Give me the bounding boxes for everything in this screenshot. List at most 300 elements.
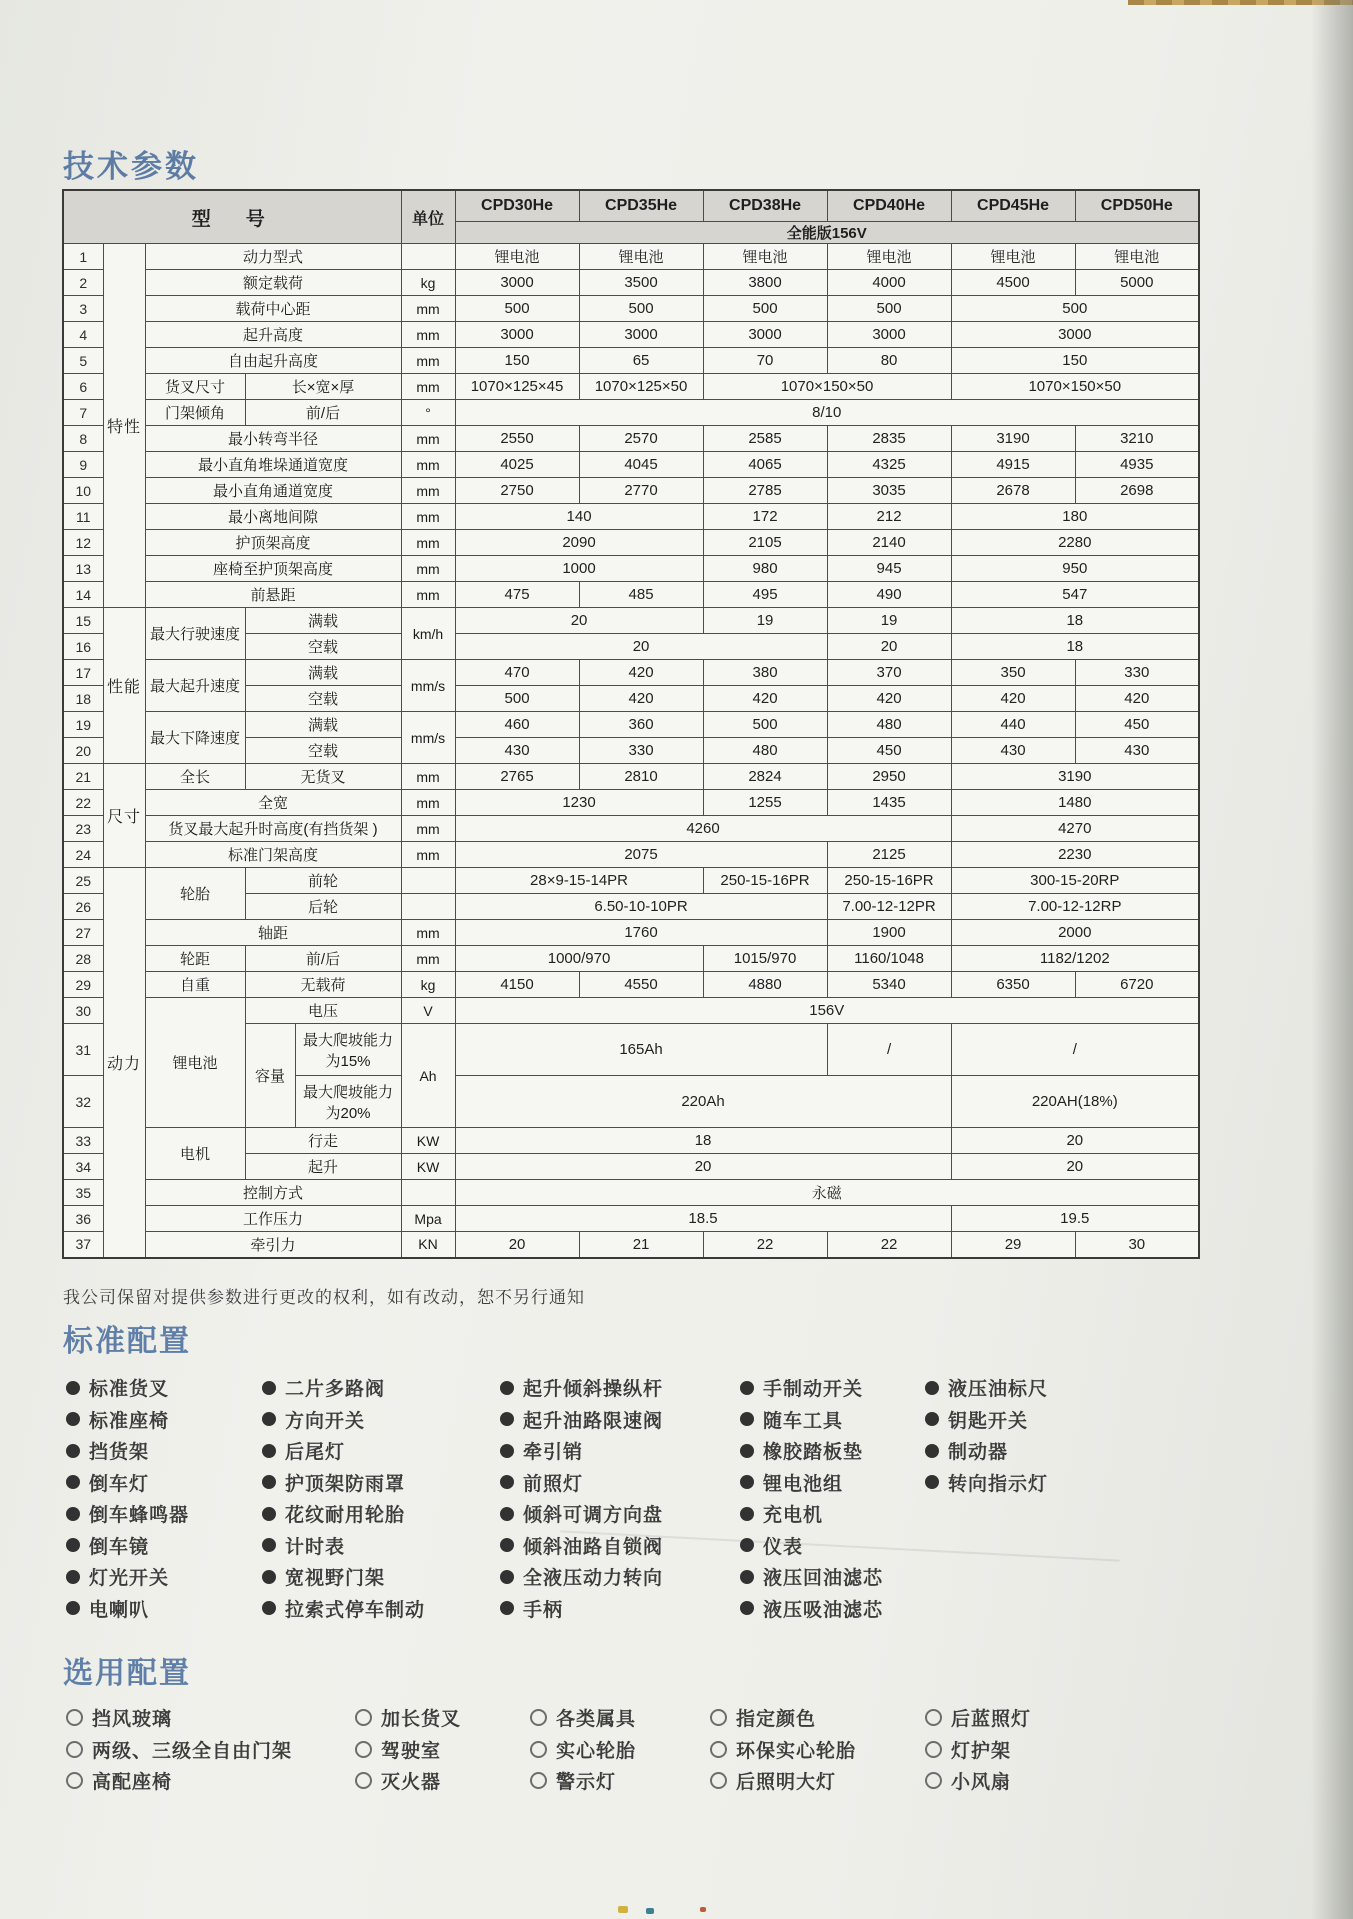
filled-bullet-icon: [262, 1601, 276, 1615]
unit-cell: mm: [401, 920, 455, 946]
value-cell: 4500: [951, 270, 1075, 296]
filled-bullet-icon: [66, 1475, 80, 1489]
filled-bullet-icon: [500, 1412, 514, 1426]
table-row: [63, 504, 1199, 530]
config-item-label: 灭火器: [381, 1772, 442, 1794]
value-cell: 500: [827, 296, 951, 322]
unit-cell: KN: [401, 1232, 455, 1258]
param-label-cell: 额定载荷: [145, 270, 401, 296]
row-number-cell: 24: [63, 842, 103, 868]
filled-bullet-icon: [66, 1601, 80, 1615]
row-number-cell: 27: [63, 920, 103, 946]
value-cell: 430: [1075, 738, 1199, 764]
filled-bullet-icon: [500, 1507, 514, 1521]
unit-cell: °: [401, 400, 455, 426]
value-cell: 3000: [703, 322, 827, 348]
config-item-label: 液压回油滤芯: [763, 1568, 884, 1590]
value-cell: 22: [703, 1232, 827, 1258]
filled-bullet-icon: [66, 1570, 80, 1584]
value-cell: 3800: [703, 270, 827, 296]
config-item-label: 驾驶室: [381, 1740, 442, 1762]
value-cell: 172: [703, 504, 827, 530]
table-row: [63, 1128, 1199, 1154]
hollow-circle-icon: [66, 1741, 83, 1758]
value-cell: 锂电池: [703, 244, 827, 270]
value-cell: 3000: [951, 322, 1199, 348]
config-item-label: 护顶架防雨罩: [285, 1473, 406, 1495]
config-item-label: 挡风玻璃: [92, 1709, 173, 1731]
unit-cell: mm: [401, 348, 455, 374]
value-cell: 1760: [455, 920, 827, 946]
value-cell: 锂电池: [579, 244, 703, 270]
unit-cell: mm: [401, 322, 455, 348]
config-item-label: 计时表: [285, 1536, 346, 1558]
param-label-cell: 控制方式: [145, 1180, 401, 1206]
table-row: [63, 868, 1199, 894]
value-cell: 70: [703, 348, 827, 374]
param-label-cell: 动力型式: [145, 244, 401, 270]
param-label-cell: 最大起升速度: [145, 660, 245, 712]
value-cell: 22: [827, 1232, 951, 1258]
unit-cell: mm/s: [401, 712, 455, 764]
value-cell: 140: [455, 504, 703, 530]
value-cell: 470: [455, 660, 579, 686]
value-cell: 945: [827, 556, 951, 582]
optional-config-list: [0, 1702, 1353, 1812]
config-item-label: 宽视野门架: [285, 1568, 386, 1590]
unit-cell: [401, 244, 455, 270]
value-cell: 3500: [579, 270, 703, 296]
table-row: [63, 270, 1199, 296]
unit-cell: mm: [401, 582, 455, 608]
row-number-cell: 20: [63, 738, 103, 764]
value-cell: 350: [951, 660, 1075, 686]
value-cell: /: [827, 1024, 951, 1076]
filled-bullet-icon: [500, 1538, 514, 1552]
row-number-cell: 30: [63, 998, 103, 1024]
config-column: [66, 1702, 292, 1797]
value-cell: 2698: [1075, 478, 1199, 504]
unit-cell: mm: [401, 842, 455, 868]
value-cell: 20: [951, 1154, 1199, 1180]
row-number-cell: 11: [63, 504, 103, 530]
filled-bullet-icon: [500, 1601, 514, 1615]
standard-config-list: [0, 1372, 1353, 1632]
config-item: [66, 1372, 189, 1404]
config-item: [500, 1561, 663, 1593]
sub-param-cell: 前/后: [245, 400, 401, 426]
filled-bullet-icon: [500, 1381, 514, 1395]
value-cell: 450: [1075, 712, 1199, 738]
value-cell: 锂电池: [455, 244, 579, 270]
model-column-header: CPD40He: [827, 190, 951, 222]
row-number-cell: 12: [63, 530, 103, 556]
filled-bullet-icon: [740, 1475, 754, 1489]
hollow-circle-icon: [710, 1741, 727, 1758]
value-cell: 1255: [703, 790, 827, 816]
row-number-cell: 25: [63, 868, 103, 894]
table-row: [63, 712, 1199, 738]
config-item: [530, 1702, 636, 1734]
value-cell: 1182/1202: [951, 946, 1199, 972]
value-cell: 2810: [579, 764, 703, 790]
value-cell: 420: [1075, 686, 1199, 712]
table-row: [63, 1232, 1199, 1258]
row-number-cell: 33: [63, 1128, 103, 1154]
config-item: [740, 1593, 883, 1625]
value-cell: 3210: [1075, 426, 1199, 452]
value-cell: 1070×150×50: [703, 374, 951, 400]
value-cell: 1070×125×45: [455, 374, 579, 400]
filled-bullet-icon: [740, 1444, 754, 1458]
value-cell: 锂电池: [1075, 244, 1199, 270]
sub-param-cell: 满载: [245, 660, 401, 686]
filled-bullet-icon: [500, 1570, 514, 1584]
table-row: [63, 556, 1199, 582]
table-row: [63, 530, 1199, 556]
value-cell: 500: [455, 296, 579, 322]
param-label-cell: 护顶架高度: [145, 530, 401, 556]
table-row: [63, 842, 1199, 868]
filled-bullet-icon: [262, 1570, 276, 1584]
param-label-cell: 起升高度: [145, 322, 401, 348]
sub-param-cell: 最大爬坡能力为15%: [295, 1024, 401, 1076]
param-label-cell: 最小直角堆垛通道宽度: [145, 452, 401, 478]
filled-bullet-icon: [66, 1507, 80, 1521]
value-cell: 28×9-15-14PR: [455, 868, 703, 894]
param-label-cell: 全长: [145, 764, 245, 790]
config-item: [500, 1593, 663, 1625]
row-number-cell: 37: [63, 1232, 103, 1258]
table-row: [63, 582, 1199, 608]
config-column: [530, 1702, 636, 1797]
unit-cell: Mpa: [401, 1206, 455, 1232]
value-cell: 500: [703, 296, 827, 322]
filled-bullet-icon: [740, 1412, 754, 1426]
hollow-circle-icon: [925, 1709, 942, 1726]
config-item-label: 方向开关: [285, 1410, 366, 1432]
value-cell: 锂电池: [951, 244, 1075, 270]
config-item-label: 前照灯: [523, 1473, 584, 1495]
filled-bullet-icon: [740, 1601, 754, 1615]
value-cell: 1435: [827, 790, 951, 816]
value-cell: 2105: [703, 530, 827, 556]
config-item-label: 环保实心轮胎: [736, 1740, 857, 1762]
value-cell: 2750: [455, 478, 579, 504]
filled-bullet-icon: [262, 1412, 276, 1426]
value-cell: 150: [455, 348, 579, 374]
hollow-circle-icon: [530, 1741, 547, 1758]
value-cell: 1015/970: [703, 946, 827, 972]
sub-param-cell: 空载: [245, 738, 401, 764]
param-label-cell: 工作压力: [145, 1206, 401, 1232]
param-label-cell: 轴距: [145, 920, 401, 946]
hollow-circle-icon: [355, 1772, 372, 1789]
table-row: [63, 296, 1199, 322]
filled-bullet-icon: [262, 1444, 276, 1458]
config-item: [740, 1372, 883, 1404]
value-cell: 20: [455, 1154, 951, 1180]
value-cell: 2230: [951, 842, 1199, 868]
group-label-cell: 尺寸: [103, 764, 145, 868]
unit-cell: mm: [401, 296, 455, 322]
value-cell: 18: [455, 1128, 951, 1154]
value-cell: 2140: [827, 530, 951, 556]
unit-cell: mm: [401, 946, 455, 972]
value-cell: /: [951, 1024, 1199, 1076]
value-cell: 3000: [455, 322, 579, 348]
table-row: [63, 816, 1199, 842]
hollow-circle-icon: [925, 1741, 942, 1758]
table-row: [63, 244, 1199, 270]
row-number-cell: 36: [63, 1206, 103, 1232]
model-column-header: CPD45He: [951, 190, 1075, 222]
value-cell: 4260: [455, 816, 951, 842]
value-cell: 20: [827, 634, 951, 660]
config-item: [925, 1765, 1031, 1797]
value-cell: 18: [951, 608, 1199, 634]
table-row: [63, 426, 1199, 452]
value-cell: 1900: [827, 920, 951, 946]
value-cell: 2950: [827, 764, 951, 790]
filled-bullet-icon: [262, 1475, 276, 1489]
value-cell: 2090: [455, 530, 703, 556]
value-cell: 220AH(18%): [951, 1076, 1199, 1128]
config-item: [500, 1435, 663, 1467]
sub-param-cell: 空载: [245, 634, 401, 660]
config-item-label: 高配座椅: [92, 1772, 173, 1794]
hollow-circle-icon: [710, 1709, 727, 1726]
config-item-label: 指定颜色: [736, 1709, 817, 1731]
sub-param-cell: 后轮: [245, 894, 401, 920]
value-cell: 2785: [703, 478, 827, 504]
unit-cell: Ah: [401, 1024, 455, 1128]
unit-cell: mm/s: [401, 660, 455, 712]
value-cell: 4045: [579, 452, 703, 478]
value-cell: 430: [951, 738, 1075, 764]
standard-config-title: 标准配置: [63, 1325, 191, 1358]
config-column: [500, 1372, 663, 1624]
value-cell: 495: [703, 582, 827, 608]
value-cell: 4000: [827, 270, 951, 296]
config-item-label: 标准座椅: [89, 1410, 170, 1432]
config-item-label: 制动器: [948, 1442, 1009, 1464]
config-item-label: 实心轮胎: [556, 1740, 637, 1762]
table-row: [63, 790, 1199, 816]
config-item-label: 各类属具: [556, 1709, 637, 1731]
config-item: [925, 1372, 1048, 1404]
table-row: [63, 400, 1199, 426]
config-column: [355, 1702, 461, 1797]
config-item-label: 后照明大灯: [736, 1772, 837, 1794]
value-cell: 7.00-12-12PR: [827, 894, 951, 920]
value-cell: 永磁: [455, 1180, 1199, 1206]
sub-param-cell: 长×宽×厚: [245, 374, 401, 400]
config-item: [500, 1404, 663, 1436]
scan-speck: [700, 1907, 706, 1912]
unit-cell: KW: [401, 1128, 455, 1154]
value-cell: 500: [951, 296, 1199, 322]
hollow-circle-icon: [710, 1772, 727, 1789]
row-number-cell: 31: [63, 1024, 103, 1076]
value-cell: 2770: [579, 478, 703, 504]
value-cell: 4150: [455, 972, 579, 998]
config-item: [66, 1435, 189, 1467]
config-item: [66, 1498, 189, 1530]
hollow-circle-icon: [530, 1772, 547, 1789]
value-cell: 2678: [951, 478, 1075, 504]
filled-bullet-icon: [740, 1538, 754, 1552]
config-item-label: 后蓝照灯: [951, 1709, 1032, 1731]
config-item-label: 牵引销: [523, 1442, 584, 1464]
config-column: [925, 1702, 1031, 1797]
sub-param-cell: 无货叉: [245, 764, 401, 790]
param-label-cell: 最大行驶速度: [145, 608, 245, 660]
config-item: [262, 1372, 425, 1404]
row-number-cell: 5: [63, 348, 103, 374]
value-cell: 1070×150×50: [951, 374, 1199, 400]
sub-param-cell: 满载: [245, 712, 401, 738]
model-header-label: 型 号: [63, 190, 401, 244]
value-cell: 420: [579, 660, 703, 686]
config-item-label: 液压吸油滤芯: [763, 1599, 884, 1621]
row-number-cell: 6: [63, 374, 103, 400]
unit-cell: mm: [401, 816, 455, 842]
value-cell: 6.50-10-10PR: [455, 894, 827, 920]
row-number-cell: 18: [63, 686, 103, 712]
param-label-cell: 最小直角通道宽度: [145, 478, 401, 504]
config-item: [262, 1593, 425, 1625]
param-label-cell: 最小转弯半径: [145, 426, 401, 452]
value-cell: 65: [579, 348, 703, 374]
value-cell: 20: [455, 608, 703, 634]
config-item-label: 两级、三级全自由门架: [92, 1740, 293, 1762]
unit-cell: [401, 894, 455, 920]
model-column-header: CPD30He: [455, 190, 579, 222]
config-item: [500, 1498, 663, 1530]
model-column-header: CPD38He: [703, 190, 827, 222]
unit-cell: [401, 868, 455, 894]
unit-cell: km/h: [401, 608, 455, 660]
scan-speck: [646, 1908, 654, 1914]
row-number-cell: 17: [63, 660, 103, 686]
value-cell: 4270: [951, 816, 1199, 842]
value-cell: 3190: [951, 426, 1075, 452]
config-item: [710, 1702, 856, 1734]
config-column: [262, 1372, 425, 1624]
filled-bullet-icon: [925, 1444, 939, 1458]
value-cell: 4550: [579, 972, 703, 998]
value-cell: 4915: [951, 452, 1075, 478]
config-item: [925, 1467, 1048, 1499]
value-cell: 3035: [827, 478, 951, 504]
sub-param-cell: 空载: [245, 686, 401, 712]
param-label-cell: 货叉最大起升时高度(有挡货架 ): [145, 816, 401, 842]
value-cell: 420: [703, 686, 827, 712]
table-row: [63, 920, 1199, 946]
config-item: [66, 1593, 189, 1625]
filled-bullet-icon: [925, 1381, 939, 1395]
value-cell: 480: [703, 738, 827, 764]
value-cell: 485: [579, 582, 703, 608]
config-item-label: 小风扇: [951, 1772, 1012, 1794]
sub-param-cell: 满载: [245, 608, 401, 634]
unit-cell: [401, 1180, 455, 1206]
table-row: [63, 946, 1199, 972]
config-item: [925, 1404, 1048, 1436]
hollow-circle-icon: [925, 1772, 942, 1789]
filled-bullet-icon: [66, 1381, 80, 1395]
value-cell: 500: [455, 686, 579, 712]
param-label-cell: 锂电池: [145, 998, 245, 1128]
row-number-cell: 28: [63, 946, 103, 972]
config-item: [262, 1404, 425, 1436]
value-cell: 30: [1075, 1232, 1199, 1258]
filled-bullet-icon: [66, 1538, 80, 1552]
value-cell: 4935: [1075, 452, 1199, 478]
unit-cell: mm: [401, 530, 455, 556]
param-label-cell: 全宽: [145, 790, 401, 816]
filled-bullet-icon: [500, 1444, 514, 1458]
config-item: [66, 1467, 189, 1499]
value-cell: 490: [827, 582, 951, 608]
filled-bullet-icon: [500, 1475, 514, 1489]
value-cell: 330: [579, 738, 703, 764]
table-row: [63, 764, 1199, 790]
scan-speck: [618, 1906, 628, 1913]
row-number-cell: 10: [63, 478, 103, 504]
config-item: [66, 1765, 292, 1797]
value-cell: 4065: [703, 452, 827, 478]
value-cell: 80: [827, 348, 951, 374]
filled-bullet-icon: [66, 1412, 80, 1426]
config-item-label: 灯护架: [951, 1740, 1012, 1762]
config-item: [500, 1530, 663, 1562]
row-number-cell: 7: [63, 400, 103, 426]
config-item-label: 挡货架: [89, 1442, 150, 1464]
value-cell: 420: [579, 686, 703, 712]
row-number-cell: 8: [63, 426, 103, 452]
table-row: [63, 608, 1199, 634]
config-item: [262, 1467, 425, 1499]
config-item: [925, 1435, 1048, 1467]
value-cell: 1000/970: [455, 946, 703, 972]
value-cell: 18: [951, 634, 1199, 660]
config-item-label: 充电机: [763, 1505, 824, 1527]
value-cell: 20: [951, 1128, 1199, 1154]
unit-cell: kg: [401, 972, 455, 998]
value-cell: 420: [951, 686, 1075, 712]
value-cell: 4025: [455, 452, 579, 478]
config-item-label: 倒车灯: [89, 1473, 150, 1495]
param-label-cell: 最大下降速度: [145, 712, 245, 764]
value-cell: 3000: [455, 270, 579, 296]
value-cell: 7.00-12-12RP: [951, 894, 1199, 920]
config-item-label: 花纹耐用轮胎: [285, 1505, 406, 1527]
value-cell: 440: [951, 712, 1075, 738]
config-item-label: 后尾灯: [285, 1442, 346, 1464]
config-column: [740, 1372, 883, 1624]
value-cell: 21: [579, 1232, 703, 1258]
value-cell: 29: [951, 1232, 1075, 1258]
param-label-cell: 门架倾角: [145, 400, 245, 426]
row-number-cell: 26: [63, 894, 103, 920]
unit-cell: V: [401, 998, 455, 1024]
value-cell: 547: [951, 582, 1199, 608]
value-cell: 5340: [827, 972, 951, 998]
value-cell: 475: [455, 582, 579, 608]
filled-bullet-icon: [740, 1507, 754, 1521]
